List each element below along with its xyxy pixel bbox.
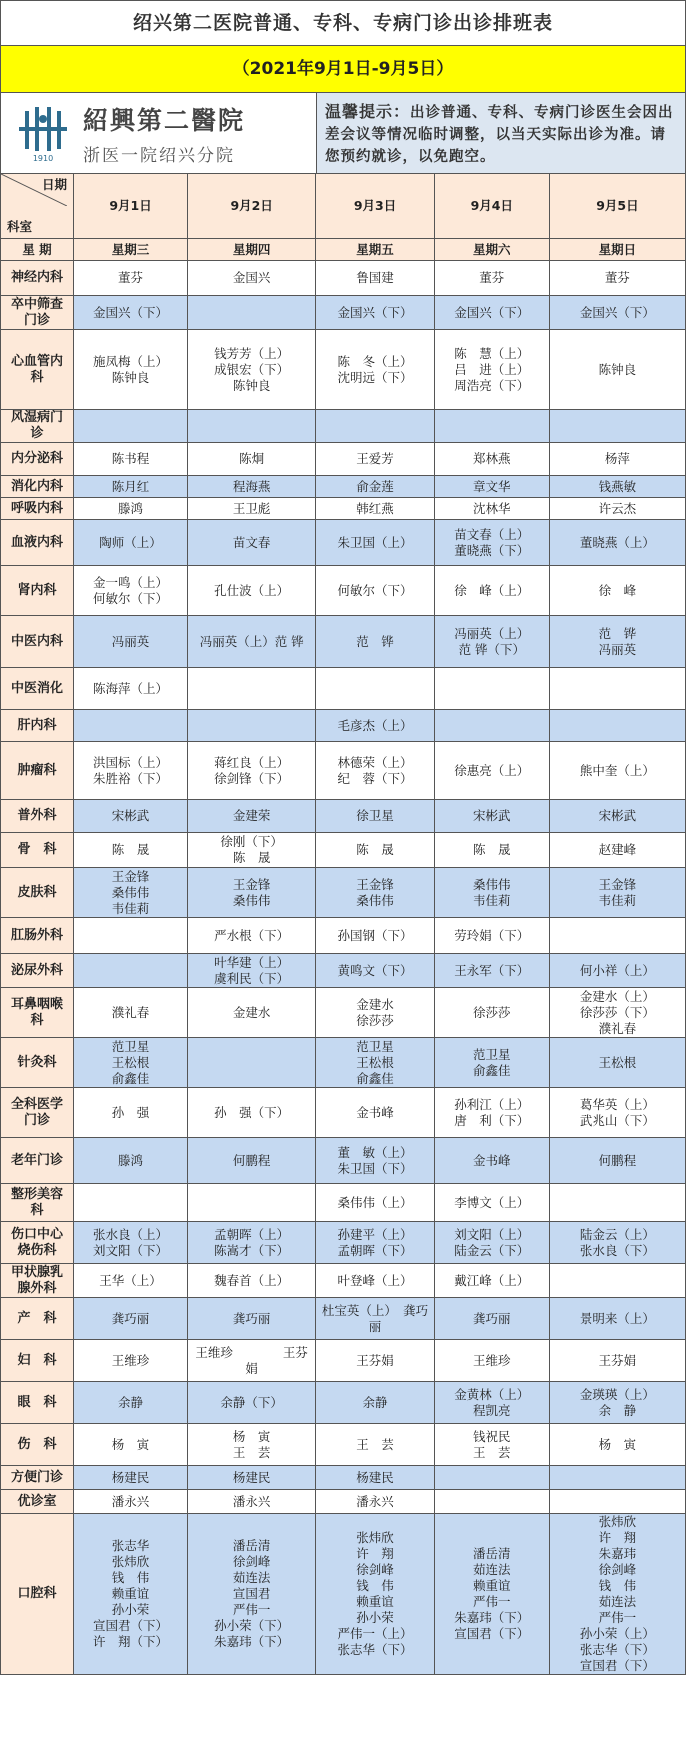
- logo-tagline: 浙医一院绍兴分院: [83, 145, 235, 166]
- doctor-cell: 张水良（上） 刘文阳（下）: [74, 1222, 188, 1264]
- doctor-cell: 孙 强: [74, 1088, 188, 1138]
- doctor-cell: 王芬娟: [549, 1340, 685, 1382]
- doctor-cell: 金国兴（下）: [434, 296, 549, 330]
- doctor-cell: 杜宝英（上） 龚巧 丽: [316, 1298, 434, 1340]
- doctor-cell: [434, 410, 549, 443]
- schedule-row: [1, 1038, 686, 1088]
- doctor-cell: 冯丽英（上） 范 铧（下）: [434, 616, 549, 668]
- schedule-row: [1, 410, 686, 443]
- doctor-cell: 俞金莲: [316, 476, 434, 498]
- notice-label: 温馨提示：: [325, 102, 411, 121]
- doctor-cell: 滕鸿: [74, 498, 188, 520]
- doctor-cell: 金建水（上） 徐莎莎（下） 濮礼春: [549, 988, 685, 1038]
- schedule-row: [1, 1490, 686, 1514]
- department-name: 肛肠外科: [1, 918, 74, 954]
- doctor-cell: 陈 冬（上） 沈明远（下）: [316, 330, 434, 410]
- department-name: 伤 科: [1, 1424, 74, 1466]
- doctor-cell: 王金锋 桑伟伟: [316, 868, 434, 918]
- department-name: 卒中筛查 门诊: [1, 296, 74, 330]
- doctor-cell: [549, 410, 685, 443]
- date-header: 9月1日: [74, 174, 188, 239]
- doctor-cell: [549, 1184, 685, 1222]
- doctor-cell: [434, 668, 549, 710]
- banner: [0, 93, 686, 173]
- doctor-cell: 范卫星 俞鑫佳: [434, 1038, 549, 1088]
- schedule-row: [1, 1264, 686, 1298]
- doctor-cell: 范卫星 王松根 俞鑫佳: [316, 1038, 434, 1088]
- department-name: 泌尿外科: [1, 954, 74, 988]
- doctor-cell: [74, 1184, 188, 1222]
- doctor-cell: 杨 寅: [74, 1424, 188, 1466]
- doctor-cell: 董 敏（上） 朱卫国（下）: [316, 1138, 434, 1184]
- schedule-row: [1, 296, 686, 330]
- department-name: 普外科: [1, 800, 74, 833]
- doctor-cell: 徐莎莎: [434, 988, 549, 1038]
- date-header: 9月5日: [549, 174, 685, 239]
- doctor-cell: 冯丽英: [74, 616, 188, 668]
- department-name: 内分泌科: [1, 443, 74, 476]
- department-name: 神经内科: [1, 261, 74, 296]
- department-name: 优诊室: [1, 1490, 74, 1514]
- doctor-cell: 严水根（下）: [188, 918, 316, 954]
- doctor-cell: 苗文春（上） 董晓燕（下）: [434, 520, 549, 566]
- schedule-row: [1, 1222, 686, 1264]
- doctor-cell: [434, 1466, 549, 1490]
- department-name: 老年门诊: [1, 1138, 74, 1184]
- doctor-cell: 龚巧丽: [74, 1298, 188, 1340]
- doctor-cell: [316, 668, 434, 710]
- doctor-cell: 金黄林（上） 程凯亮: [434, 1382, 549, 1424]
- doctor-cell: 林德荣（上） 纪 蓉（下）: [316, 742, 434, 800]
- doctor-cell: 潘永兴: [188, 1490, 316, 1514]
- doctor-cell: 杨 寅 王 芸: [188, 1424, 316, 1466]
- doctor-cell: [188, 296, 316, 330]
- doctor-cell: [549, 1490, 685, 1514]
- doctor-cell: 钱芳芳（上） 成银宏（下） 陈钟良: [188, 330, 316, 410]
- schedule-row: [1, 616, 686, 668]
- schedule-table: [0, 173, 686, 1675]
- doctor-cell: 杨建民: [74, 1466, 188, 1490]
- doctor-cell: 朱卫国（上）: [316, 520, 434, 566]
- logo-text: [83, 101, 245, 166]
- schedule-row: [1, 476, 686, 498]
- doctor-cell: 龚巧丽: [188, 1298, 316, 1340]
- doctor-cell: 王爱芳: [316, 443, 434, 476]
- doctor-cell: 杨建民: [188, 1466, 316, 1490]
- doctor-cell: 金国兴: [188, 261, 316, 296]
- header-row: [1, 174, 686, 239]
- doctor-cell: 叶登峰（上）: [316, 1264, 434, 1298]
- header-corner: [1, 174, 74, 239]
- doctor-cell: 王永军（下）: [434, 954, 549, 988]
- schedule-row: [1, 443, 686, 476]
- doctor-cell: 金建水 徐莎莎: [316, 988, 434, 1038]
- doctor-cell: [188, 1184, 316, 1222]
- doctor-cell: 陈 晟: [316, 833, 434, 868]
- schedule-row: [1, 498, 686, 520]
- doctor-cell: [549, 918, 685, 954]
- doctor-cell: 潘岳清 徐剑峰 茹连法 宣国君 严伟一 孙小荣（下） 朱嘉玮（下）: [188, 1514, 316, 1675]
- doctor-cell: 刘文阳（上） 陆金云（下）: [434, 1222, 549, 1264]
- doctor-cell: 董晓燕（上）: [549, 520, 685, 566]
- doctor-cell: 陆金云（上） 张水良（下）: [549, 1222, 685, 1264]
- doctor-cell: 范 铧: [316, 616, 434, 668]
- doctor-cell: 王维珍 王芬 娟: [188, 1340, 316, 1382]
- weekday-cell: 星期四: [188, 239, 316, 261]
- department-name: 骨 科: [1, 833, 74, 868]
- doctor-cell: 徐 峰（上）: [434, 566, 549, 616]
- department-name: 方便门诊: [1, 1466, 74, 1490]
- doctor-cell: [74, 954, 188, 988]
- doctor-cell: 何鹏程: [549, 1138, 685, 1184]
- doctor-cell: [188, 710, 316, 742]
- doctor-cell: 滕鸿: [74, 1138, 188, 1184]
- schedule-row: [1, 833, 686, 868]
- corner-dept-label: 科室: [7, 219, 33, 234]
- department-name: 产 科: [1, 1298, 74, 1340]
- doctor-cell: 魏春首（上）: [188, 1264, 316, 1298]
- schedule-row: [1, 668, 686, 710]
- schedule-row: [1, 988, 686, 1038]
- doctor-cell: 钱燕敏: [549, 476, 685, 498]
- doctor-cell: 叶华建（上） 虞利民（下）: [188, 954, 316, 988]
- doctor-cell: 余静: [316, 1382, 434, 1424]
- weekday-row: [1, 239, 686, 261]
- doctor-cell: 金国兴（下）: [316, 296, 434, 330]
- doctor-cell: 桑伟伟（上）: [316, 1184, 434, 1222]
- doctor-cell: 劳玲娟（下）: [434, 918, 549, 954]
- doctor-cell: 陈月红: [74, 476, 188, 498]
- department-name: 心血管内 科: [1, 330, 74, 410]
- schedule-row: [1, 1514, 686, 1675]
- doctor-cell: 金建荣: [188, 800, 316, 833]
- doctor-cell: 赵建峰: [549, 833, 685, 868]
- doctor-cell: 陈 晟: [434, 833, 549, 868]
- department-name: 肿瘤科: [1, 742, 74, 800]
- doctor-cell: 杨萍: [549, 443, 685, 476]
- department-name: 整形美容 科: [1, 1184, 74, 1222]
- svg-text:1910: 1910: [32, 154, 54, 163]
- schedule-row: [1, 918, 686, 954]
- doctor-cell: 李博文（上）: [434, 1184, 549, 1222]
- department-name: 眼 科: [1, 1382, 74, 1424]
- doctor-cell: 董芬: [434, 261, 549, 296]
- doctor-cell: 陈 慧（上） 吕 进（上） 周浩亮（下）: [434, 330, 549, 410]
- doctor-cell: 何鹏程: [188, 1138, 316, 1184]
- doctor-cell: 宋彬武: [549, 800, 685, 833]
- schedule-row: [1, 330, 686, 410]
- schedule-row: [1, 742, 686, 800]
- doctor-cell: 葛华英（上） 武兆山（下）: [549, 1088, 685, 1138]
- hospital-logo: [1, 93, 317, 173]
- doctor-cell: 濮礼春: [74, 988, 188, 1038]
- date-header: 9月4日: [434, 174, 549, 239]
- doctor-cell: 陈书程: [74, 443, 188, 476]
- doctor-cell: 冯丽英（上）范 铧: [188, 616, 316, 668]
- doctor-cell: 孙国钢（下）: [316, 918, 434, 954]
- notice-box: [317, 93, 685, 173]
- doctor-cell: 王芬娟: [316, 1340, 434, 1382]
- department-name: 口腔科: [1, 1514, 74, 1675]
- doctor-cell: [549, 710, 685, 742]
- doctor-cell: 王华（上）: [74, 1264, 188, 1298]
- doctor-cell: 金瑛瑛（上） 余 静: [549, 1382, 685, 1424]
- date-range-subtitle: （2021年9月1日-9月5日）: [0, 45, 686, 93]
- doctor-cell: 孙利江（上） 唐 利（下）: [434, 1088, 549, 1138]
- doctor-cell: [549, 1466, 685, 1490]
- department-name: 肾内科: [1, 566, 74, 616]
- corner-date-label: 日期: [42, 177, 68, 192]
- doctor-cell: [74, 410, 188, 443]
- schedule-row: [1, 566, 686, 616]
- doctor-cell: 宋彬武: [74, 800, 188, 833]
- doctor-cell: 潘永兴: [316, 1490, 434, 1514]
- doctor-cell: 张炜欣 许 翔 徐剑峰 钱 伟 赖重谊 孙小荣 严伟一（上） 张志华（下）: [316, 1514, 434, 1675]
- doctor-cell: 龚巧丽: [434, 1298, 549, 1340]
- doctor-cell: 王金锋 桑伟伟: [188, 868, 316, 918]
- department-name: 针灸科: [1, 1038, 74, 1088]
- doctor-cell: 黄鸣文（下）: [316, 954, 434, 988]
- doctor-cell: 韩红燕: [316, 498, 434, 520]
- schedule-row: [1, 1138, 686, 1184]
- doctor-cell: [188, 410, 316, 443]
- department-name: 妇 科: [1, 1340, 74, 1382]
- doctor-cell: [316, 410, 434, 443]
- doctor-cell: 苗文春: [188, 520, 316, 566]
- doctor-cell: 戴江峰（上）: [434, 1264, 549, 1298]
- schedule-row: [1, 800, 686, 833]
- department-name: 呼吸内科: [1, 498, 74, 520]
- doctor-cell: 杨 寅: [549, 1424, 685, 1466]
- doctor-cell: 洪国标（上） 朱胜裕（下）: [74, 742, 188, 800]
- schedule-row: [1, 1382, 686, 1424]
- doctor-cell: 王金锋 韦佳莉: [549, 868, 685, 918]
- doctor-cell: 王金锋 桑伟伟 韦佳莉: [74, 868, 188, 918]
- department-name: 肝内科: [1, 710, 74, 742]
- doctor-cell: 毛彦杰（上）: [316, 710, 434, 742]
- doctor-cell: 许云杰: [549, 498, 685, 520]
- schedule-row: [1, 1424, 686, 1466]
- doctor-cell: 张炜欣 许 翔 朱嘉玮 徐剑峰 钱 伟 茹连法 严伟一 孙小荣（上） 张志华（下） 宣国君（下）: [549, 1514, 685, 1675]
- department-name: 消化内科: [1, 476, 74, 498]
- doctor-cell: 金国兴（下）: [549, 296, 685, 330]
- doctor-cell: [549, 668, 685, 710]
- doctor-cell: 何敏尔（下）: [316, 566, 434, 616]
- doctor-cell: 董芬: [74, 261, 188, 296]
- department-name: 甲状腺乳 腺外科: [1, 1264, 74, 1298]
- doctor-cell: 章文华: [434, 476, 549, 498]
- schedule-row: [1, 954, 686, 988]
- doctor-cell: 王维珍: [434, 1340, 549, 1382]
- doctor-cell: 陈炯: [188, 443, 316, 476]
- doctor-cell: 鲁国建: [316, 261, 434, 296]
- doctor-cell: 金书峰: [316, 1088, 434, 1138]
- doctor-cell: [74, 710, 188, 742]
- doctor-cell: 范卫星 王松根 俞鑫佳: [74, 1038, 188, 1088]
- schedule-row: [1, 1466, 686, 1490]
- weekday-cell: 星期六: [434, 239, 549, 261]
- notice-text: 出诊普通、专科、专病门诊医生会因出差会议等情况临时调整，以当天实际出诊为准。请您预约就诊，以免跑空。: [325, 105, 674, 165]
- schedule-row: [1, 710, 686, 742]
- doctor-cell: 何小祥（上）: [549, 954, 685, 988]
- doctor-cell: 施凤梅（上） 陈钟良: [74, 330, 188, 410]
- doctor-cell: [188, 668, 316, 710]
- doctor-cell: 徐惠亮（上）: [434, 742, 549, 800]
- doctor-cell: 徐卫星: [316, 800, 434, 833]
- schedule-row: [1, 1340, 686, 1382]
- department-name: 中医消化: [1, 668, 74, 710]
- doctor-cell: [549, 1264, 685, 1298]
- department-name: 耳鼻咽喉 科: [1, 988, 74, 1038]
- doctor-cell: 金一鸣（上） 何敏尔（下）: [74, 566, 188, 616]
- date-header: 9月2日: [188, 174, 316, 239]
- doctor-cell: 蒋红良（上） 徐剑锋（下）: [188, 742, 316, 800]
- doctor-cell: 王松根: [549, 1038, 685, 1088]
- doctor-cell: 陈 晟: [74, 833, 188, 868]
- doctor-cell: 孙 强（下）: [188, 1088, 316, 1138]
- schedule-row: [1, 1088, 686, 1138]
- doctor-cell: 范 铧 冯丽英: [549, 616, 685, 668]
- weekday-cell: 星期五: [316, 239, 434, 261]
- department-name: 全科医学 门诊: [1, 1088, 74, 1138]
- department-name: 中医内科: [1, 616, 74, 668]
- doctor-cell: 景明来（上）: [549, 1298, 685, 1340]
- doctor-cell: 孟朝晖（上） 陈嵩才（下）: [188, 1222, 316, 1264]
- doctor-cell: 潘岳清 茹连法 赖重谊 严伟一 朱嘉玮（下） 宣国君（下）: [434, 1514, 549, 1675]
- doctor-cell: 孔仕波（上）: [188, 566, 316, 616]
- doctor-cell: 郑林燕: [434, 443, 549, 476]
- doctor-cell: 陈海萍（上）: [74, 668, 188, 710]
- doctor-cell: 陶师（上）: [74, 520, 188, 566]
- doctor-cell: 杨建民: [316, 1466, 434, 1490]
- doctor-cell: 熊中奎（上）: [549, 742, 685, 800]
- doctor-cell: 宋彬武: [434, 800, 549, 833]
- doctor-cell: 余静（下）: [188, 1382, 316, 1424]
- schedule-row: [1, 520, 686, 566]
- schedule-row: [1, 1184, 686, 1222]
- doctor-cell: 金书峰: [434, 1138, 549, 1184]
- doctor-cell: 徐 峰: [549, 566, 685, 616]
- doctor-cell: 程海燕: [188, 476, 316, 498]
- weekday-cell: 星期三: [74, 239, 188, 261]
- department-name: 血液内科: [1, 520, 74, 566]
- doctor-cell: 张志华 张炜欣 钱 伟 赖重谊 孙小荣 宣国君（下） 许 翔（下）: [74, 1514, 188, 1675]
- doctor-cell: [188, 1038, 316, 1088]
- schedule-row: [1, 261, 686, 296]
- doctor-cell: 王 芸: [316, 1424, 434, 1466]
- doctor-cell: 余静: [74, 1382, 188, 1424]
- weekday-label: 星 期: [1, 239, 74, 261]
- date-header: 9月3日: [316, 174, 434, 239]
- doctor-cell: 钱祝民 王 芸: [434, 1424, 549, 1466]
- schedule-row: [1, 1298, 686, 1340]
- logo-hospital-name: 紹興第二醫院: [83, 105, 246, 135]
- doctor-cell: 桑伟伟 韦佳莉: [434, 868, 549, 918]
- doctor-cell: [434, 710, 549, 742]
- doctor-cell: 陈钟良: [549, 330, 685, 410]
- doctor-cell: 金建水: [188, 988, 316, 1038]
- doctor-cell: 潘永兴: [74, 1490, 188, 1514]
- doctor-cell: 沈林华: [434, 498, 549, 520]
- department-name: 风湿病门 诊: [1, 410, 74, 443]
- doctor-cell: [74, 918, 188, 954]
- doctor-cell: [434, 1490, 549, 1514]
- schedule-row: [1, 868, 686, 918]
- doctor-cell: 徐刚（下） 陈 晟: [188, 833, 316, 868]
- doctor-cell: 金国兴（下）: [74, 296, 188, 330]
- department-name: 皮肤科: [1, 868, 74, 918]
- weekday-cell: 星期日: [549, 239, 685, 261]
- doctor-cell: 孙建平（上） 孟朝晖（下）: [316, 1222, 434, 1264]
- doctor-cell: 王卫彪: [188, 498, 316, 520]
- department-name: 伤口中心 烧伤科: [1, 1222, 74, 1264]
- hospital-emblem-icon: [13, 103, 73, 163]
- doctor-cell: 王维珍: [74, 1340, 188, 1382]
- page-title: 绍兴第二医院普通、专科、专病门诊出诊排班表: [0, 0, 686, 45]
- doctor-cell: 董芬: [549, 261, 685, 296]
